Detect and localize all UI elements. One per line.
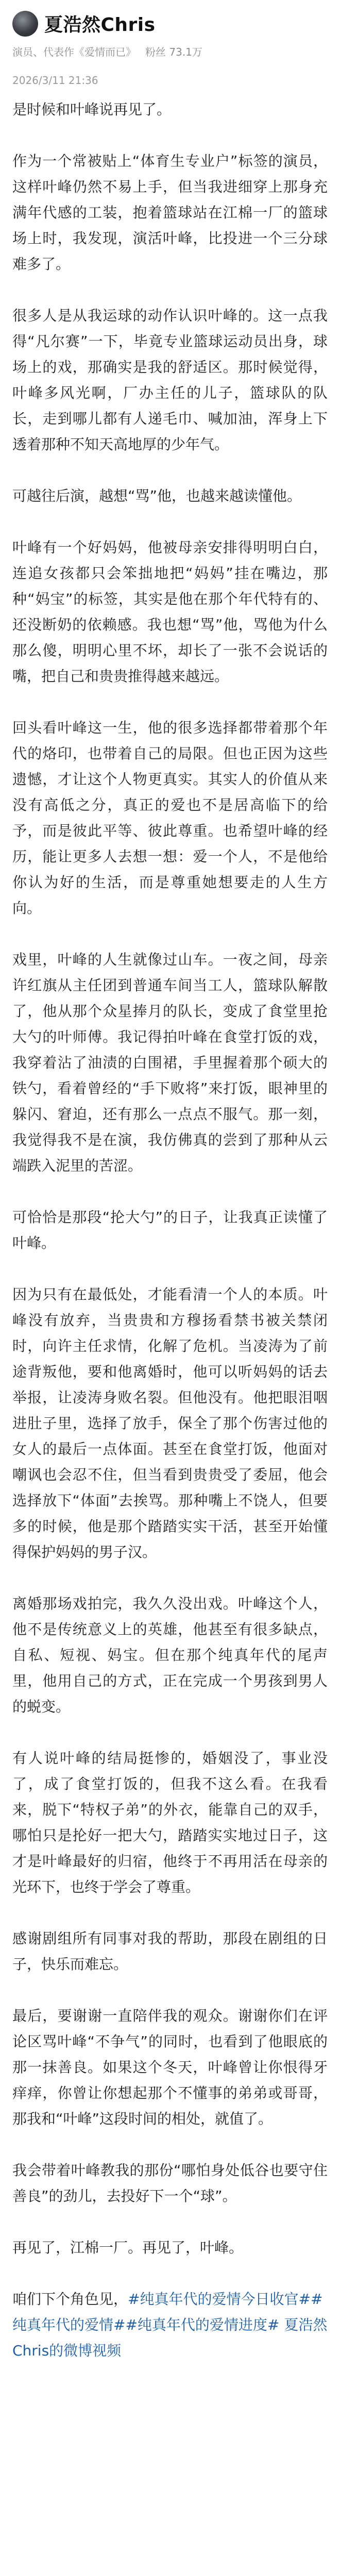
- author-profile[interactable]: [12, 10, 328, 37]
- post-content: [0, 87, 340, 2364]
- paragraph: 很多人是从我运球的动作认识叶峰的。这一点我得“凡尔赛”一下，毕竟专业篮球运动员出身，球场上的戏，那确实是我的舒适区。那时候觉得，叶峰多风光啊，厂办主任的儿子，篮球队的队长，走到哪儿都有人递毛巾、喊加油，浑身上下透着那种不知天高地厚的少年气。: [12, 307, 328, 453]
- avatar[interactable]: [12, 11, 38, 37]
- paragraph: 我会带着叶峰教我的那份“哪怕身处低谷也要守住善良”的劲儿，去投好下一个“球”。: [12, 2162, 328, 2205]
- hashtag-line: [12, 2286, 328, 2364]
- paragraph: 可越往后演，越想“骂”他，也越来越读懂他。: [12, 487, 302, 504]
- paragraph: 戏里，叶峰的人生就像过山车。一夜之间，母亲许红旗从主任团到普通车间当工人，篮球队解散了，他从那个众星捧月的队长，变成了食堂里抢大勺的叶师傅。我记得拍叶峰在食堂打饭的戏，我穿着沾了油渍的白围裙，手里握着那个硕大的铁勺，看着曾经的“手下败将”来打饭，眼神里的躲闪、窘迫，还有那么一点点不服气。那一刻，我觉得我不是在演，我仿佛真的尝到了那种从云端跌入泥里的苦涩。: [12, 951, 328, 1174]
- paragraph: 可恰恰是那段“抡大勺”的日子，让我真正读懂了叶峰。: [12, 1209, 328, 1251]
- paragraph: 有人说叶峰的结局挺惨的，婚姻没了，事业没了，成了食堂打饭的，但我不这么看。在我看来，脱下“特权子弟”的外衣，能靠自己的双手，哪怕只是抡好一把大勺，踏踏实实地过日子，这才是叶峰最好的归宿，他终于不再用活在母亲的光环下，也终于学会了尊重。: [12, 1750, 328, 1895]
- paragraph: 离婚那场戏拍完，我久久没出戏。叶峰这个人，他不是传统意义上的英雄，他甚至有很多缺点，自私、短视、妈宝。但在那个纯真年代的尾声里，他用自己的方式，正在完成一个男孩到男人的蜕变。: [12, 1595, 328, 1715]
- fans-count: 粉丝 73.1万: [145, 46, 202, 58]
- paragraph: 感谢剧组所有同事对我的帮助，那段在剧组的日子，快乐而难忘。: [12, 1930, 328, 1973]
- paragraph: 作为一个常被贴上“体育生专业户”标签的演员，这样叶峰仍然不易上手，但当我进细穿上那身充满年代感的工装，抱着篮球站在江棉一厂的篮球场上时，我发现，演活叶峰，比投进一个三分球难多了。: [12, 152, 328, 273]
- paragraph: 再见了，江棉一厂。再见了，叶峰。: [12, 2239, 244, 2256]
- paragraph: 回头看叶峰这一生，他的很多选择都带着那个年代的烙印，也带着自己的局限。但也正因为这些遗憾，才让这个人物更真实。其实人的价值从来没有高低之分，真正的爱也不是居高临下的给予，而是彼此平等、彼此尊重。也希望叶峰的经历，能让更多人去想一想：爱一个人，不是他给你认为好的生活，而是尊重她想要走的人生方向。: [12, 719, 328, 917]
- post-header: [0, 0, 340, 59]
- hashtag-link[interactable]: #纯真年代的爱情#: [12, 2291, 323, 2333]
- author-meta: [12, 44, 328, 59]
- paragraph: 叶峰有一个好妈妈，他被母亲安排得明明白白，连追女孩都只会笨拙地把“妈妈”挂在嘴边，那种“妈宝”的标签，其实是他在那个年代特有的、还没断奶的依赖感。我也想“骂”他，骂他为什么那么傻，明明心里不坏，却长了一张不会说话的嘴，把自己和贵贵推得越来越远。: [12, 539, 328, 685]
- author-role: 演员、代表作《爱情而已》: [12, 46, 136, 58]
- paragraph: 是时候和叶峰说再见了。: [12, 101, 172, 118]
- video-link[interactable]: 夏浩然Chris的微博视频: [12, 2316, 328, 2359]
- closing-text: 咱们下个角色见，: [12, 2291, 128, 2308]
- hashtag-link[interactable]: #纯真年代的爱情今日收官#: [128, 2291, 311, 2308]
- post-date: 2026/3/11 21:36: [12, 74, 98, 87]
- author-name[interactable]: 夏浩然Chris: [44, 14, 156, 36]
- paragraph: 因为只有在最低处，才能看清一个人的本质。叶峰没有放弃，当贵贵和方穆扬看禁书被关禁闭时，向许主任求情，化解了危机。当凌涛为了前途背叛他，要和他离婚时，他可以听妈妈的话去举报，让凌涛身败名裂。但他没有。他把眼泪咽进肚子里，选择了放手，保全了那个伤害过他的女人的最后一点体面。甚至在食堂打饭，他面对嘲讽也会忍不住，但当看到贵贵受了委屈，他会选择放下“体面”去挨骂。那种嘴上不饶人，但要多的时候，他是那个踏踏实实干活，甚至开始懂得保护妈妈的男子汉。: [12, 1286, 328, 1561]
- hashtag-link[interactable]: #纯真年代的爱情进度#: [125, 2316, 280, 2333]
- paragraph: 最后，要谢谢一直陪伴我的观众。谢谢你们在评论区骂叶峰“不争气”的同时，也看到了他眼底的那一抹善良。如果这个冬天，叶峰曾让你恨得牙痒痒，你曾让你想起那个不懂事的弟弟或哥哥，那我和“叶峰”这段时间的相处，就值了。: [12, 2007, 328, 2127]
